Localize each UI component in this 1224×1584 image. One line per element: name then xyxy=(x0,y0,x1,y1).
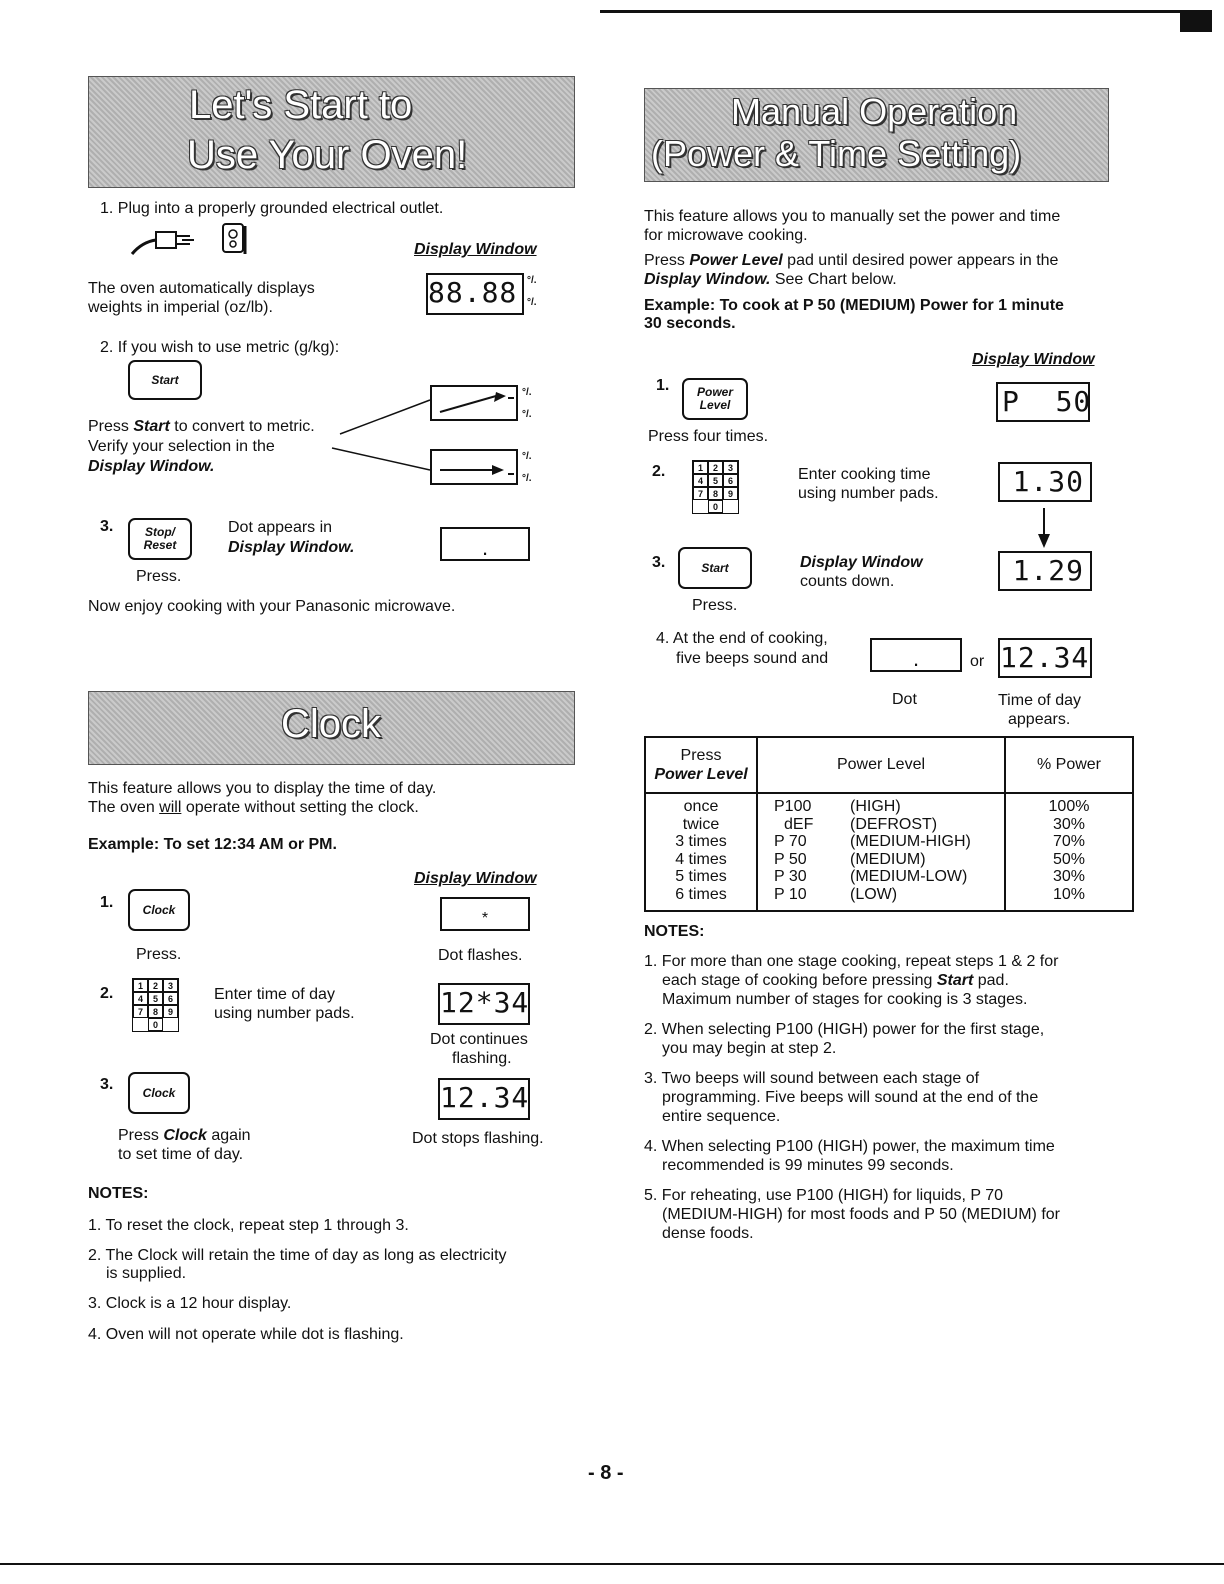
manual-step3-dw: Display Window xyxy=(800,554,923,571)
clock-notes-title: NOTES: xyxy=(88,1185,149,1202)
keypad-key[interactable]: 8 xyxy=(148,1005,163,1018)
th-press xyxy=(645,737,757,793)
keypad-key[interactable]: 9 xyxy=(723,487,738,500)
clock-note-4: 4. Oven will not operate while dot is flashing. xyxy=(88,1326,404,1343)
press-four-times: Press four times. xyxy=(648,428,769,445)
cell-code-4: P 30 xyxy=(774,868,807,886)
manual-press-dw-post: See Chart below. xyxy=(770,271,897,288)
manual-title-line1: Manual Operation xyxy=(731,91,1018,132)
keypad-key[interactable] xyxy=(163,1018,178,1031)
auto-display-text-1: The oven automatically displays xyxy=(88,280,315,297)
manual-note-3-cont2: entire sequence. xyxy=(662,1108,781,1125)
manual-step3-counts: counts down. xyxy=(800,573,895,590)
dot-appears-display-window: Display Window. xyxy=(228,539,355,556)
keypad-key[interactable]: 5 xyxy=(148,992,163,1005)
enjoy-text: Now enjoy cooking with your Panasonic microwave. xyxy=(88,598,456,615)
unit-mark-oz: °/. xyxy=(527,275,537,286)
display-window-label-3: Display Window xyxy=(972,351,1095,368)
cell-press-5: 6 times xyxy=(675,885,727,903)
time-of-day-1: Time of day xyxy=(998,692,1081,709)
clock-step3-number: 3. xyxy=(100,1076,114,1093)
keypad-key[interactable]: 6 xyxy=(723,474,738,487)
manual-title-line2: (Power & Time Setting) xyxy=(651,133,1022,174)
cell-name-4: (MEDIUM-LOW) xyxy=(850,868,968,886)
cell-name-0: (HIGH) xyxy=(850,798,901,815)
clock-banner xyxy=(88,691,575,765)
clock-step3-key: Clock xyxy=(163,1127,207,1144)
power-level-table xyxy=(644,736,1134,912)
manual-operation-banner xyxy=(644,88,1109,182)
lets-start-banner xyxy=(88,76,575,188)
lcd-dot-box xyxy=(440,527,530,561)
lcd-end-dot-box xyxy=(870,638,962,672)
manual-example-2: 30 seconds. xyxy=(644,315,736,332)
clock-intro-2-post: operate without setting the clock. xyxy=(181,799,419,816)
clock-step1-number: 1. xyxy=(100,894,114,911)
keypad-key[interactable]: 9 xyxy=(163,1005,178,1018)
clock-note-2-cont: is supplied. xyxy=(106,1265,187,1282)
manual-note-3: 3. Two beeps will sound between each stage of xyxy=(644,1070,980,1087)
table-body-row xyxy=(645,793,1133,911)
clock-example: Example: To set 12:34 AM or PM. xyxy=(88,836,337,853)
lcd-dot: . xyxy=(481,535,489,560)
plug-icon xyxy=(128,220,263,260)
th-press-text: Press xyxy=(680,747,722,764)
clock-note-1: 1. To reset the clock, repeat step 1 through 3. xyxy=(88,1217,409,1234)
cell-pct-5: 10% xyxy=(1052,885,1086,903)
keypad-key[interactable]: 1 xyxy=(133,979,148,992)
dot-continues-1: Dot continues xyxy=(430,1031,528,1048)
cell-level-1 xyxy=(774,816,1004,834)
cell-code-1: dEF xyxy=(784,815,814,833)
keypad-key[interactable]: 2 xyxy=(708,461,723,474)
lcd-1-30: 1.30 xyxy=(998,462,1092,502)
manual-press-key: Power Level xyxy=(689,252,783,269)
keypad-key[interactable]: 7 xyxy=(693,487,708,500)
cell-code-3: P 50 xyxy=(774,850,807,868)
cell-name-3: (MEDIUM) xyxy=(850,850,926,868)
down-arrow-icon xyxy=(1036,508,1052,548)
manual-step1-number: 1. xyxy=(656,377,670,394)
keypad-key[interactable]: 3 xyxy=(723,461,738,474)
manual-note-4: 4. When selecting P100 (HIGH) power, the maximum time xyxy=(644,1138,1055,1155)
manual-press-line xyxy=(644,251,1058,270)
number-keypad-1[interactable] xyxy=(132,978,179,1032)
manual-note-2-cont: you may begin at step 2. xyxy=(662,1040,837,1057)
keypad-key[interactable]: 1 xyxy=(693,461,708,474)
unit-mark-g: °/. xyxy=(522,387,532,398)
cell-name-2: (MEDIUM-HIGH) xyxy=(850,833,971,851)
manual-example-1: Example: To cook at P 50 (MEDIUM) Power for 1 minute xyxy=(644,297,1064,314)
cell-press-0: once xyxy=(683,798,719,815)
manual-note-1: 1. For more than one stage cooking, repeat steps 1 & 2 for xyxy=(644,953,1059,970)
clock-step3-post: again xyxy=(206,1127,251,1144)
time-of-day-2: appears. xyxy=(1008,711,1071,728)
manual-intro-1: This feature allows you to manually set the power and time xyxy=(644,208,1061,225)
td-percent-col xyxy=(1005,793,1133,911)
cell-code-2: P 70 xyxy=(774,833,807,851)
lcd-time-flashing: 12*34 xyxy=(438,983,530,1025)
clock-step3-pre: Press xyxy=(118,1127,164,1144)
lcd-star-box xyxy=(440,897,530,931)
cell-press-1: twice xyxy=(682,815,720,833)
cell-level-2 xyxy=(774,833,1004,851)
manual-press-line-2 xyxy=(644,270,897,289)
cell-name-5: (LOW) xyxy=(850,885,898,903)
keypad-key[interactable] xyxy=(693,500,708,513)
manual-note-2: 2. When selecting P100 (HIGH) power for the first stage, xyxy=(644,1021,1045,1038)
metric-arrow-2 xyxy=(436,460,516,480)
cell-level-3 xyxy=(774,851,1004,869)
clock-note-3: 3. Clock is a 12 hour display. xyxy=(88,1295,292,1312)
th-press-key: Power Level xyxy=(654,766,748,783)
keypad-key[interactable] xyxy=(133,1018,148,1031)
start-pad-2[interactable]: Start xyxy=(678,547,752,589)
cell-press-4: 5 times xyxy=(675,868,727,886)
dot-label: Dot xyxy=(892,691,917,708)
cell-pct-3: 50% xyxy=(1052,850,1086,868)
start-pad-1[interactable]: Start xyxy=(128,360,202,400)
top-rule-end xyxy=(1180,12,1212,32)
clock-note-2: 2. The Clock will retain the time of day as long as electricity xyxy=(88,1247,507,1264)
clock-step2-number: 2. xyxy=(100,985,114,1002)
cell-press-2: 3 times xyxy=(675,833,727,851)
manual-step4-line1: 4. At the end of cooking, xyxy=(656,630,828,647)
cell-pct-1: 30% xyxy=(1052,815,1086,833)
dot-continues-2: flashing. xyxy=(452,1050,512,1067)
unit-mark-kg: °/. xyxy=(522,409,532,420)
clock-title: Clock xyxy=(281,702,382,746)
clock-intro-2 xyxy=(88,798,419,817)
cell-press-3: 4 times xyxy=(675,850,727,868)
number-keypad-2[interactable] xyxy=(692,460,739,514)
auto-display-text-2: weights in imperial (oz/lb). xyxy=(88,299,273,316)
unit-mark-g2: °/. xyxy=(522,451,532,462)
keypad-key[interactable]: 4 xyxy=(133,992,148,1005)
cell-level-4 xyxy=(774,868,1004,886)
manual-step2-text-1: Enter cooking time xyxy=(798,466,931,483)
keypad-key[interactable] xyxy=(723,500,738,513)
stop-reset-pad[interactable]: Stop/ Reset xyxy=(128,518,192,560)
metric-arrow-1 xyxy=(436,392,516,416)
cell-pct-0: 100% xyxy=(1048,798,1090,815)
verify-text: Verify your selection in the xyxy=(88,438,275,455)
dot-stops-text: Dot stops flashing. xyxy=(412,1130,544,1147)
press-start-post: to convert to metric. xyxy=(169,418,315,435)
td-press-col xyxy=(645,793,757,911)
lcd-p50: P 50 xyxy=(996,382,1090,422)
manual-note-5-cont2: dense foods. xyxy=(662,1225,754,1242)
manual-step4-line2: five beeps sound and xyxy=(676,650,829,667)
td-level-col xyxy=(757,793,1005,911)
clock-pad-1[interactable]: Clock xyxy=(128,889,190,931)
manual-note-5-cont: (MEDIUM-HIGH) for most foods and P 50 (MEDIUM) for xyxy=(662,1206,1060,1223)
bottom-rule xyxy=(0,1563,1224,1565)
manual-intro-2: for microwave cooking. xyxy=(644,227,808,244)
manual-press-pre: Press xyxy=(644,252,690,269)
press-start-key: Start xyxy=(133,418,170,435)
clock-step3-line1 xyxy=(118,1126,251,1145)
keypad-key[interactable]: 0 xyxy=(708,500,723,513)
clock-step3-line2: to set time of day. xyxy=(118,1146,244,1163)
step1-text: 1. Plug into a properly grounded electrical outlet. xyxy=(100,200,444,217)
manual-note-1-cont xyxy=(662,971,1009,990)
clock-step2-text-2: using number pads. xyxy=(214,1005,355,1022)
step3-press: Press. xyxy=(136,568,182,585)
cell-pct-2: 70% xyxy=(1052,833,1086,851)
step3-number: 3. xyxy=(100,518,114,535)
manual-note-3-cont: programming. Five beeps will sound at the end of the xyxy=(662,1089,1039,1106)
cell-level-5 xyxy=(774,886,1004,904)
press-start-pre: Press xyxy=(88,418,134,435)
keypad-key[interactable]: 3 xyxy=(163,979,178,992)
lcd-star: * xyxy=(481,910,489,927)
lcd-weights: 88.88 xyxy=(426,273,524,315)
keypad-key[interactable]: 8 xyxy=(708,487,723,500)
manual-step2-number: 2. xyxy=(652,463,666,480)
display-window-label-2: Display Window xyxy=(414,870,537,887)
lcd-12-34: 12.34 xyxy=(998,638,1092,678)
keypad-key[interactable]: 5 xyxy=(708,474,723,487)
lcd-end-dot: . xyxy=(912,646,920,671)
unit-mark-lb: °/. xyxy=(527,297,537,308)
clock-intro-2-will: will xyxy=(159,799,182,816)
or-text: or xyxy=(970,653,985,670)
manual-note-1-cont2: Maximum number of stages for cooking is 3 stages. xyxy=(662,991,1028,1008)
manual-step2-text-2: using number pads. xyxy=(798,485,939,502)
lcd-time-set: 12.34 xyxy=(438,1078,530,1120)
keypad-key[interactable]: 0 xyxy=(148,1018,163,1031)
th-level: Power Level xyxy=(757,737,1005,793)
lets-start-title-line1: Let's Start to xyxy=(189,83,413,127)
manual-note-1-pad: pad. xyxy=(973,972,1009,989)
manual-note-1-start: Start xyxy=(936,972,974,989)
unit-mark-kg2: °/. xyxy=(522,473,532,484)
cell-pct-4: 30% xyxy=(1052,868,1086,886)
manual-note-4-cont: recommended is 99 minutes 99 seconds. xyxy=(662,1157,954,1174)
keypad-key[interactable]: 2 xyxy=(148,979,163,992)
manual-press-dw: Display Window. xyxy=(644,271,771,288)
display-window-label-1: Display Window xyxy=(414,241,537,258)
clock-intro-2-pre: The oven xyxy=(88,799,160,816)
keypad-key[interactable]: 4 xyxy=(693,474,708,487)
manual-step3-press: Press. xyxy=(692,597,738,614)
press-start-line xyxy=(88,417,315,436)
manual-notes-title: NOTES: xyxy=(644,923,705,940)
cell-code-5: P 10 xyxy=(774,885,807,903)
manual-note-5: 5. For reheating, use P100 (HIGH) for liquids, P 70 xyxy=(644,1187,1003,1204)
page-number: - 8 - xyxy=(588,1462,624,1484)
th-percent: % Power xyxy=(1005,737,1133,793)
keypad-key[interactable]: 7 xyxy=(133,1005,148,1018)
dot-flashes-text: Dot flashes. xyxy=(438,947,523,964)
clock-step1-press: Press. xyxy=(136,946,182,963)
table-header-row xyxy=(645,737,1133,793)
clock-intro-1: This feature allows you to display the time of day. xyxy=(88,780,437,797)
keypad-key[interactable]: 6 xyxy=(163,992,178,1005)
power-level-pad[interactable]: Power Level xyxy=(682,378,748,420)
cell-name-1: (DEFROST) xyxy=(850,815,938,833)
clock-pad-2[interactable]: Clock xyxy=(128,1072,190,1114)
manual-note-1-cont-text: each stage of cooking before pressing xyxy=(662,972,933,989)
dot-appears-text: Dot appears in xyxy=(228,519,333,536)
lcd-1-29: 1.29 xyxy=(998,551,1092,591)
clock-step2-text-1: Enter time of day xyxy=(214,986,335,1003)
step2-text: 2. If you wish to use metric (g/kg): xyxy=(100,339,340,356)
cell-code-0: P100 xyxy=(774,798,812,815)
manual-step3-number: 3. xyxy=(652,554,666,571)
manual-press-post: pad until desired power appears in the xyxy=(782,252,1059,269)
verify-display-window: Display Window. xyxy=(88,458,215,475)
cell-level-0 xyxy=(774,798,1004,816)
lets-start-title-line2: Use Your Oven! xyxy=(187,133,468,177)
top-rule xyxy=(600,10,1212,13)
